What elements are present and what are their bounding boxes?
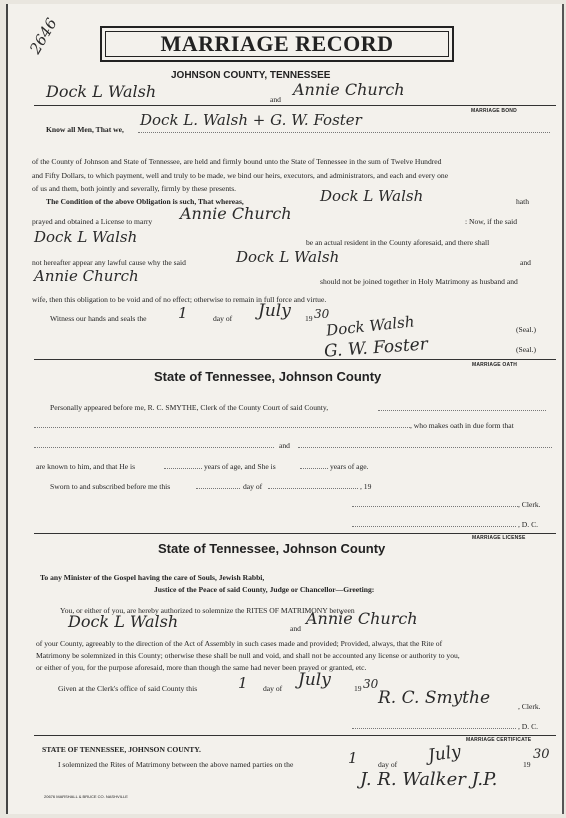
personally-text: Personally appeared before me, R. C. SMYTHE, Clerk of the County Court of said County, xyxy=(50,403,329,412)
cert-day: 1 xyxy=(348,749,358,767)
license-line3: or either of you, for the purpose aforesaid, more than though the same had never been prayed or granted, etc. xyxy=(36,663,367,672)
license-line2: Matrimony be solemnized in this County; otherwise these shall be null and void, and shall not be accounted any license or authority to you, xyxy=(36,651,460,660)
record-number: 2646 xyxy=(26,14,61,58)
years-age-text-2: years of age. xyxy=(330,462,369,471)
oath-clerk-line xyxy=(352,506,518,507)
sworn-day-of: day of xyxy=(243,482,263,491)
justice-text: Justice of the Peace of said County, Judge or Chancellor—Greeting: xyxy=(154,585,375,594)
should-not-text: should not be joined together in Holy Matrimony as husband and xyxy=(320,277,518,286)
license-heading: State of Tennessee, Johnson County xyxy=(158,541,386,556)
license-dc-line xyxy=(352,728,516,729)
marriage-record-page xyxy=(6,4,564,814)
certificate-label: MARRIAGE CERTIFICATE xyxy=(466,737,532,743)
printer-footer: 20676 MARSHALL & BRUCE CO. NASHVILLE xyxy=(44,794,128,799)
solemnized-text: I solemnized the Rites of Matrimony between the above named parties on the xyxy=(58,760,294,769)
prayed-bride: Annie Church xyxy=(180,204,292,223)
prayed-text: prayed and obtained a License to marry xyxy=(32,217,153,226)
oath-label: MARRIAGE OATH xyxy=(472,362,518,368)
officiant-signature: J. R. Walker J.P. xyxy=(360,769,498,790)
you-or-text: You, or either of you, are hereby authorized to solemnize the RITES OF MATRIMONY between xyxy=(60,606,355,615)
county-header: JOHNSON COUNTY, TENNESSEE xyxy=(171,70,331,81)
oath-dc-line xyxy=(352,526,516,527)
oath-and: and xyxy=(279,441,290,450)
given-year-prefix: 19 xyxy=(354,684,362,693)
oath-and-line-right xyxy=(298,447,552,448)
oath-clerk: , Clerk. xyxy=(518,500,541,509)
given-month: July xyxy=(298,670,331,690)
condition-groom: Dock L Walsh xyxy=(320,187,424,205)
cert-day-of: day of xyxy=(378,760,398,769)
witness-month: July xyxy=(258,301,291,321)
bondsmen-line xyxy=(138,132,550,133)
oath-heading: State of Tennessee, Johnson County xyxy=(154,369,382,384)
oath-divider xyxy=(34,359,556,360)
bond-line2: and Fifty Dollars, to which payment, well and truly to be made, we bind our heirs, executors, and administrators, and each and every one xyxy=(32,171,449,180)
personally-line xyxy=(378,410,546,411)
seal-1: (Seal.) xyxy=(516,325,537,334)
hath-text: hath xyxy=(516,197,530,206)
certificate-state: STATE OF TENNESSEE, JOHNSON COUNTY. xyxy=(42,745,201,754)
bond-line3: of us and them, both jointly and severally, firmly by these presents. xyxy=(32,184,237,193)
license-label: MARRIAGE LICENSE xyxy=(472,535,526,541)
bond-line1: of the County of Johnson and State of Tennessee, are held and firmly bound unto the State of Tennessee in the sum of Twelve Hundred xyxy=(32,157,442,166)
condition-text: The Condition of the above Obligation is such, That whereas, xyxy=(46,197,244,206)
given-text: Given at the Clerk's office of said County this xyxy=(58,684,198,693)
resident-text: be an actual resident in the County aforesaid, and there shall xyxy=(306,238,490,247)
given-year: 30 xyxy=(363,677,379,691)
given-day-of: day of xyxy=(263,684,283,693)
witness-day: 1 xyxy=(178,304,188,322)
license-line1: of your County, agreeably to the direction of the Act of Assembly in such cases made and provided; Provided, always, that the Rite of xyxy=(36,639,443,648)
should-not-bride: Annie Church xyxy=(34,267,139,285)
witness-year: 30 xyxy=(314,307,330,321)
oath-dc: , D. C. xyxy=(518,520,539,529)
bondsmen-names: Dock L. Walsh + G. W. Foster xyxy=(140,111,362,129)
license-bride: Annie Church xyxy=(306,609,418,628)
license-clerk: , Clerk. xyxy=(518,702,541,711)
names-rule xyxy=(34,105,556,106)
license-groom: Dock L Walsh xyxy=(68,612,179,631)
she-age-line xyxy=(300,468,328,469)
witness-year-prefix: 19 xyxy=(305,314,313,323)
hereafter-and: and xyxy=(520,258,531,267)
sworn-day-line xyxy=(196,488,240,489)
oath-and-line-left xyxy=(34,447,274,448)
names-and: and xyxy=(270,95,281,104)
cert-year: 30 xyxy=(533,747,550,762)
certificate-divider xyxy=(34,735,556,736)
bride-name: Annie Church xyxy=(293,80,405,99)
hereafter-text: not hereafter appear any lawful cause why the said xyxy=(32,258,186,267)
years-age-text: years of age, and She is xyxy=(204,462,276,471)
known-text: are known to him, and that He is xyxy=(36,462,136,471)
seal-2: (Seal.) xyxy=(516,345,537,354)
page-title: MARRIAGE RECORD xyxy=(105,31,449,57)
cert-year-prefix: 19 xyxy=(523,760,531,769)
clerk-signature: R. C. Smythe xyxy=(378,688,491,708)
signature-1: Dock Walsh xyxy=(325,312,416,340)
witness-text: Witness our hands and seals the xyxy=(50,314,147,323)
know-all-men: Know all Men, That we, xyxy=(46,125,124,134)
witness-day-of: day of xyxy=(213,314,233,323)
cert-month: July xyxy=(426,741,463,767)
resident-groom: Dock L Walsh xyxy=(34,228,138,246)
sworn-month-line xyxy=(268,488,358,489)
makes-oath-text: , who makes oath in due form that xyxy=(410,421,514,430)
license-dc: , D. C. xyxy=(518,722,539,731)
sworn-year: , 19 xyxy=(360,482,372,491)
he-age-line xyxy=(164,468,202,469)
title-box xyxy=(100,26,454,62)
given-day: 1 xyxy=(238,674,248,692)
sworn-text: Sworn to and subscribed before me this xyxy=(50,482,171,491)
groom-name: Dock L Walsh xyxy=(46,82,157,101)
license-divider xyxy=(34,533,556,534)
void-text: wife, then this obligation to be void and of no effect; otherwise to remain in full force and virtue. xyxy=(32,295,327,304)
bond-label: MARRIAGE BOND xyxy=(471,108,517,114)
license-and: and xyxy=(290,624,301,633)
now-if-text: : Now, if the said xyxy=(465,217,518,226)
signature-2: G. W. Foster xyxy=(323,334,429,362)
makes-oath-line xyxy=(34,427,410,428)
hereafter-groom: Dock L Walsh xyxy=(236,248,340,266)
to-any-text: To any Minister of the Gospel having the care of Souls, Jewish Rabbi, xyxy=(40,573,265,582)
